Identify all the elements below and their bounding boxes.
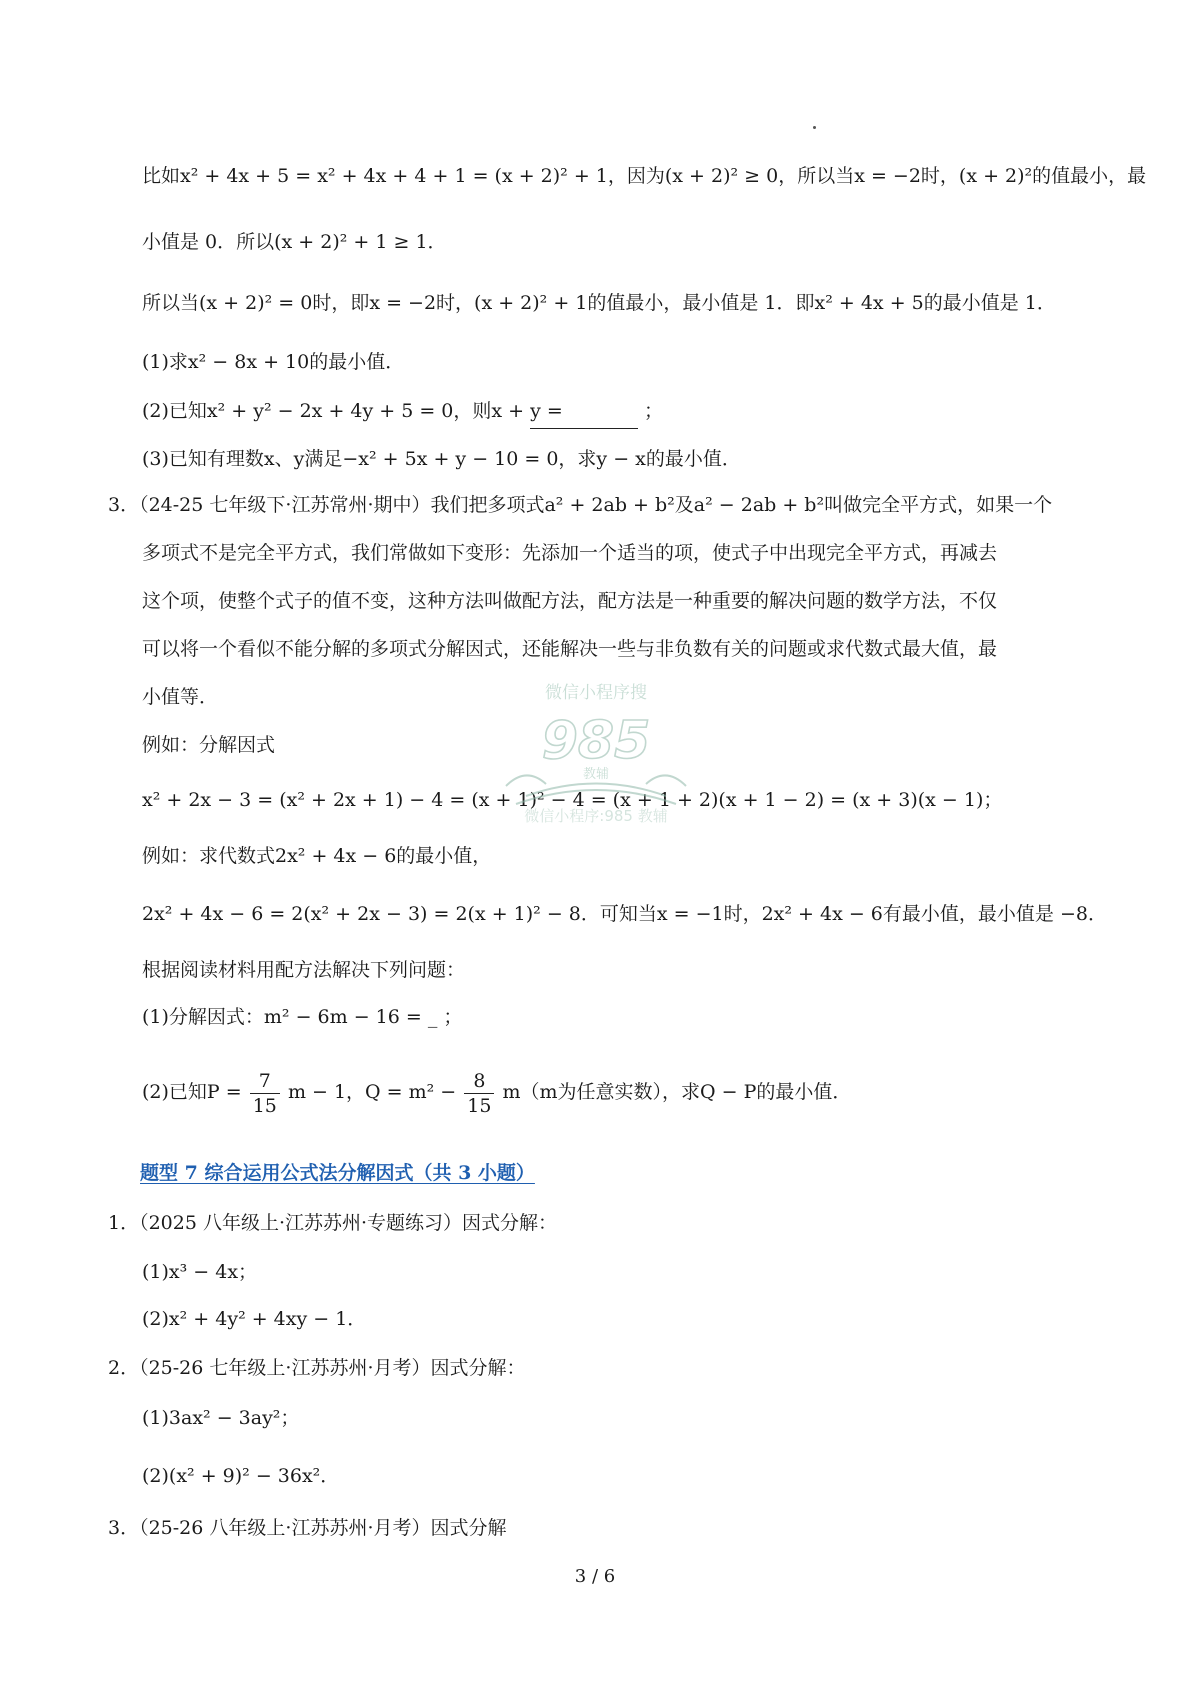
q2-part2: m − 1，Q = m² − xyxy=(287,1081,457,1103)
text-line-l22: 2．（25-26 七年级上·江苏苏州·月考）因式分解： xyxy=(108,1357,526,1379)
text-line-l10: 可以将一个看似不能分解的多项式分解因式，还能解决一些与非负数有关的问题或求代数式最大值，最 xyxy=(142,638,998,660)
watermark-bottom-text: 微信小程序:985 教辅 xyxy=(524,807,668,825)
text-line-l12: 例如：分解因式 xyxy=(142,734,276,756)
fraction-7-15: $\frac{7}{15}$ xyxy=(250,1069,280,1118)
text-line-l6: (3)已知有理数x、y满足−x² + 5x + y − 10 = 0，求y − x的最小值． xyxy=(142,448,741,470)
text-line-l24: (2)(x² + 9)² − 36x²． xyxy=(142,1465,340,1487)
text-line-l13: x² + 2x − 3 = (x² + 2x + 1) − 4 = (x + 1)² − 4 = (x + 1 + 2)(x + 1 − 2) = (x + 3)(x − 1)； xyxy=(142,789,1003,811)
text-line-l8: 多项式不是完全平方式，我们常做如下变形：先添加一个适当的项，使式子中出现完全平方式，再减去 xyxy=(142,542,998,564)
watermark-logo-icon xyxy=(486,676,706,826)
watermark-top-text: 微信小程序搜 xyxy=(545,683,647,703)
text-line-l5: (2)已知x² + y² − 2x + 4y + 5 = 0，则x + y = xyxy=(142,400,563,422)
text-line-l2: 小值是 0．所以(x + 2)² + 1 ≥ 1． xyxy=(142,231,447,253)
text-line-l23: (1)3ax² − 3ay²； xyxy=(142,1407,300,1429)
text-line-l16: 根据阅读材料用配方法解决下列问题： xyxy=(142,959,466,981)
watermark-sub-text: 教辅 xyxy=(582,767,610,782)
text-line-l9: 这个项，使整个式子的值不变，这种方法叫做配方法，配方法是一种重要的解决问题的数学方法，不仅 xyxy=(142,590,998,612)
text-line-l19: 1．（2025 八年级上·江苏苏州·专题练习）因式分解： xyxy=(108,1212,558,1234)
stray-dot xyxy=(813,126,816,129)
text-line-l21: (2)x² + 4y² + 4xy − 1． xyxy=(142,1308,367,1330)
page-number: 3 / 6 xyxy=(574,1566,616,1587)
problem-line-q2 xyxy=(142,1062,851,1122)
section-heading[interactable]: 题型 7 综合运用公式法分解因式（共 3 小题） xyxy=(140,1162,535,1184)
q2-part1: (2)已知P = xyxy=(142,1081,242,1103)
text-line-l3: 所以当(x + 2)² = 0时，即x = −2时，(x + 2)² + 1的值最小，最小值是 1．即x² + 4x + 5的最小值是 1． xyxy=(142,292,1056,314)
watermark-big-text: 985 xyxy=(541,711,651,771)
text-line-l4: (1)求x² − 8x + 10的最小值． xyxy=(142,351,405,373)
text-line-l11: 小值等． xyxy=(142,686,219,708)
q2-part3: m（m为任意实数），求Q − P的最小值． xyxy=(502,1081,852,1103)
text-line-l20: (1)x³ − 4x； xyxy=(142,1261,258,1283)
answer-blank-line: ； xyxy=(530,397,663,429)
text-line-l7: 3．（24-25 七年级下·江苏常州·期中）我们把多项式a² + 2ab + b²及a² − 2ab + b²叫做完全平方式，如果一个 xyxy=(108,494,1053,516)
fraction-8-15: $\frac{8}{15}$ xyxy=(464,1069,494,1118)
text-line-l15: 2x² + 4x − 6 = 2(x² + 2x − 3) = 2(x + 1)² − 8．可知当x = −1时，2x² + 4x − 6有最小值，最小值是 −8． xyxy=(142,903,1107,925)
answer-blank[interactable] xyxy=(530,400,638,429)
text-line-l14: 例如：求代数式2x² + 4x − 6的最小值， xyxy=(142,845,492,867)
text-line-l25: 3．（25-26 八年级上·江苏苏州·月考）因式分解 xyxy=(108,1517,507,1539)
text-line-l17: (1)分解因式：m² − 6m − 16 = _ ； xyxy=(142,1006,463,1028)
text-line-l1: 比如x² + 4x + 5 = x² + 4x + 4 + 1 = (x + 2)² + 1，因为(x + 2)² ≥ 0，所以当x = −2时，(x + 2)²的值最小，最 xyxy=(142,165,1147,187)
